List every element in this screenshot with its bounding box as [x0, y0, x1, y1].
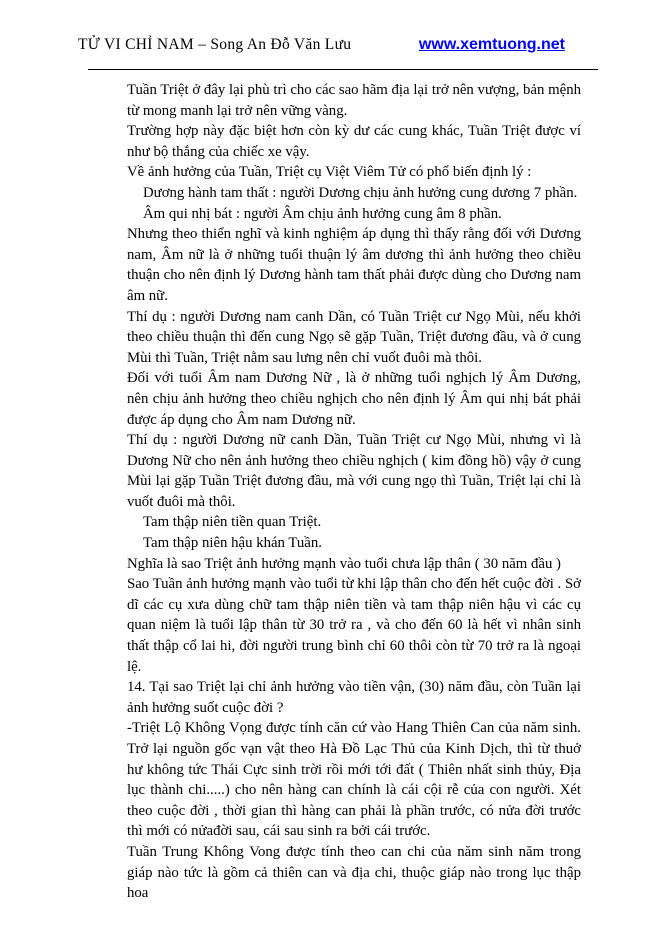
- paragraph: Nhưng theo thiển nghĩ và kinh nghiệm áp dụng thì thấy rằng đối với Dương nam, Âm nữ là ở những tuổi thuận lý âm dương thì ảnh hưởng theo chiều thuận cho nên định lý Dương hành tam thất phải được dùng cho Dương nam âm nữ.: [127, 226, 581, 304]
- website-link[interactable]: www.xemtuong.net: [418, 36, 565, 53]
- paragraph: Âm qui nhị bát : người Âm chịu ảnh hưởng cung âm 8 phần.: [143, 205, 502, 222]
- paragraph: Tuần Trung Không Vong được tính theo can chi của năm sinh năm trong giáp nào tức là gồm cả thiên can và địa chi, thuộc giáp nào trong lục thập hoa: [127, 843, 581, 902]
- page-header: [78, 36, 565, 54]
- paragraph: Tuần Triệt ở đây lại phù trì cho các sao hãm địa lại trở nên vượng, bản mệnh từ mong manh lại trở nên vững vàng.: [127, 82, 581, 119]
- paragraph: Tam thập niên hậu khán Tuần.: [143, 535, 322, 552]
- paragraph: Thí dụ : người Dương nam canh Dần, có Tuần Triệt cư Ngọ Mùi, nếu khởi theo chiều thuận thì đến cung Ngọ sẽ gặp Tuần, Triệt đương đầu, và ở cung Mùi thì Tuần, Triệt nằm sau lưng nên chỉ vuốt đuôi mà thôi.: [127, 308, 581, 366]
- paragraph: Trường hợp này đặc biệt hơn còn kỳ dư các cung khác, Tuần Triệt được ví như bộ thắng của chiếc xe vậy.: [127, 123, 581, 160]
- paragraph: Dương hành tam thất : người Dương chịu ảnh hưởng cung dương 7 phần.: [143, 184, 578, 201]
- paragraph: Về ảnh hưởng của Tuần, Triệt cụ Việt Viêm Tử có phổ biến định lý :: [127, 164, 532, 181]
- paragraph: Đối với tuổi Âm nam Dương Nữ , là ở những tuổi nghịch lý Âm Dương, nên chịu ảnh hưởng theo chiều nghịch cho nên định lý Âm qui nhị bát phải được áp dụng cho Âm nam Dương nữ.: [127, 370, 581, 428]
- paragraph: Nghĩa là sao Triệt ảnh hưởng mạnh vào tuổi chưa lập thân ( 30 năm đầu ): [127, 555, 561, 572]
- header-divider: [88, 69, 598, 70]
- paragraph: Thí dụ : người Dương nữ canh Dần, Tuần Triệt cư Ngọ Mùi, nhưng vì là Dương Nữ cho nên ảnh hưởng theo chiều nghịch ( kim đồng hồ) vậy ở cung Mùi lại gặp Tuần Triệt đương đầu, mà với cung ngọ thì Tuần, Triệt lại chỉ là vuốt đuôi mà thôi.: [127, 432, 581, 510]
- document-body: [127, 80, 581, 904]
- paragraph: Tam thập niên tiền quan Triệt.: [143, 514, 322, 531]
- paragraph: -Triệt Lộ Không Vọng được tính căn cứ vào Hang Thiên Can của năm sinh. Trở lại nguồn gốc vạn vật theo Hà Đồ Lạc Thủ của Kinh Dịch, thì từ thuở hư không tức Thái Cực sinh trời rồi mới tới đất ( Thiên nhất sinh thủy, Địa lục thành chi.....) cho nên hàng can chính là cái cội rễ của con người. Xét theo cuộc đời , thời gian thì hàng can phải là phần trước, có nửa đời trước thì mới có nửađời sau, cái sau sinh ra bởi cái trước.: [127, 720, 581, 840]
- header-title: TỬ VI CHỈ NAM – Song An Đỗ Văn Lưu: [78, 36, 352, 53]
- paragraph: 14. Tại sao Triệt lại chỉ ảnh hưởng vào tiền vận, (30) năm đầu, còn Tuần lại ảnh hưởng suốt cuộc đời ?: [127, 679, 581, 716]
- paragraph: Sao Tuần ảnh hưởng mạnh vào tuổi từ khi lập thân cho đến hết cuộc đời . Sở dĩ các cụ xưa dùng chữ tam thập niên tiền và tam thập niên hậu vì các cụ quan niệm là tuổi lập thân từ 30 trở ra , và cho đến 60 là hết vì nhân sinh thất thập cổ lai hi, đời người trung bình chỉ 60 thôi còn từ 70 trở ra là ngoại lệ.: [127, 576, 581, 675]
